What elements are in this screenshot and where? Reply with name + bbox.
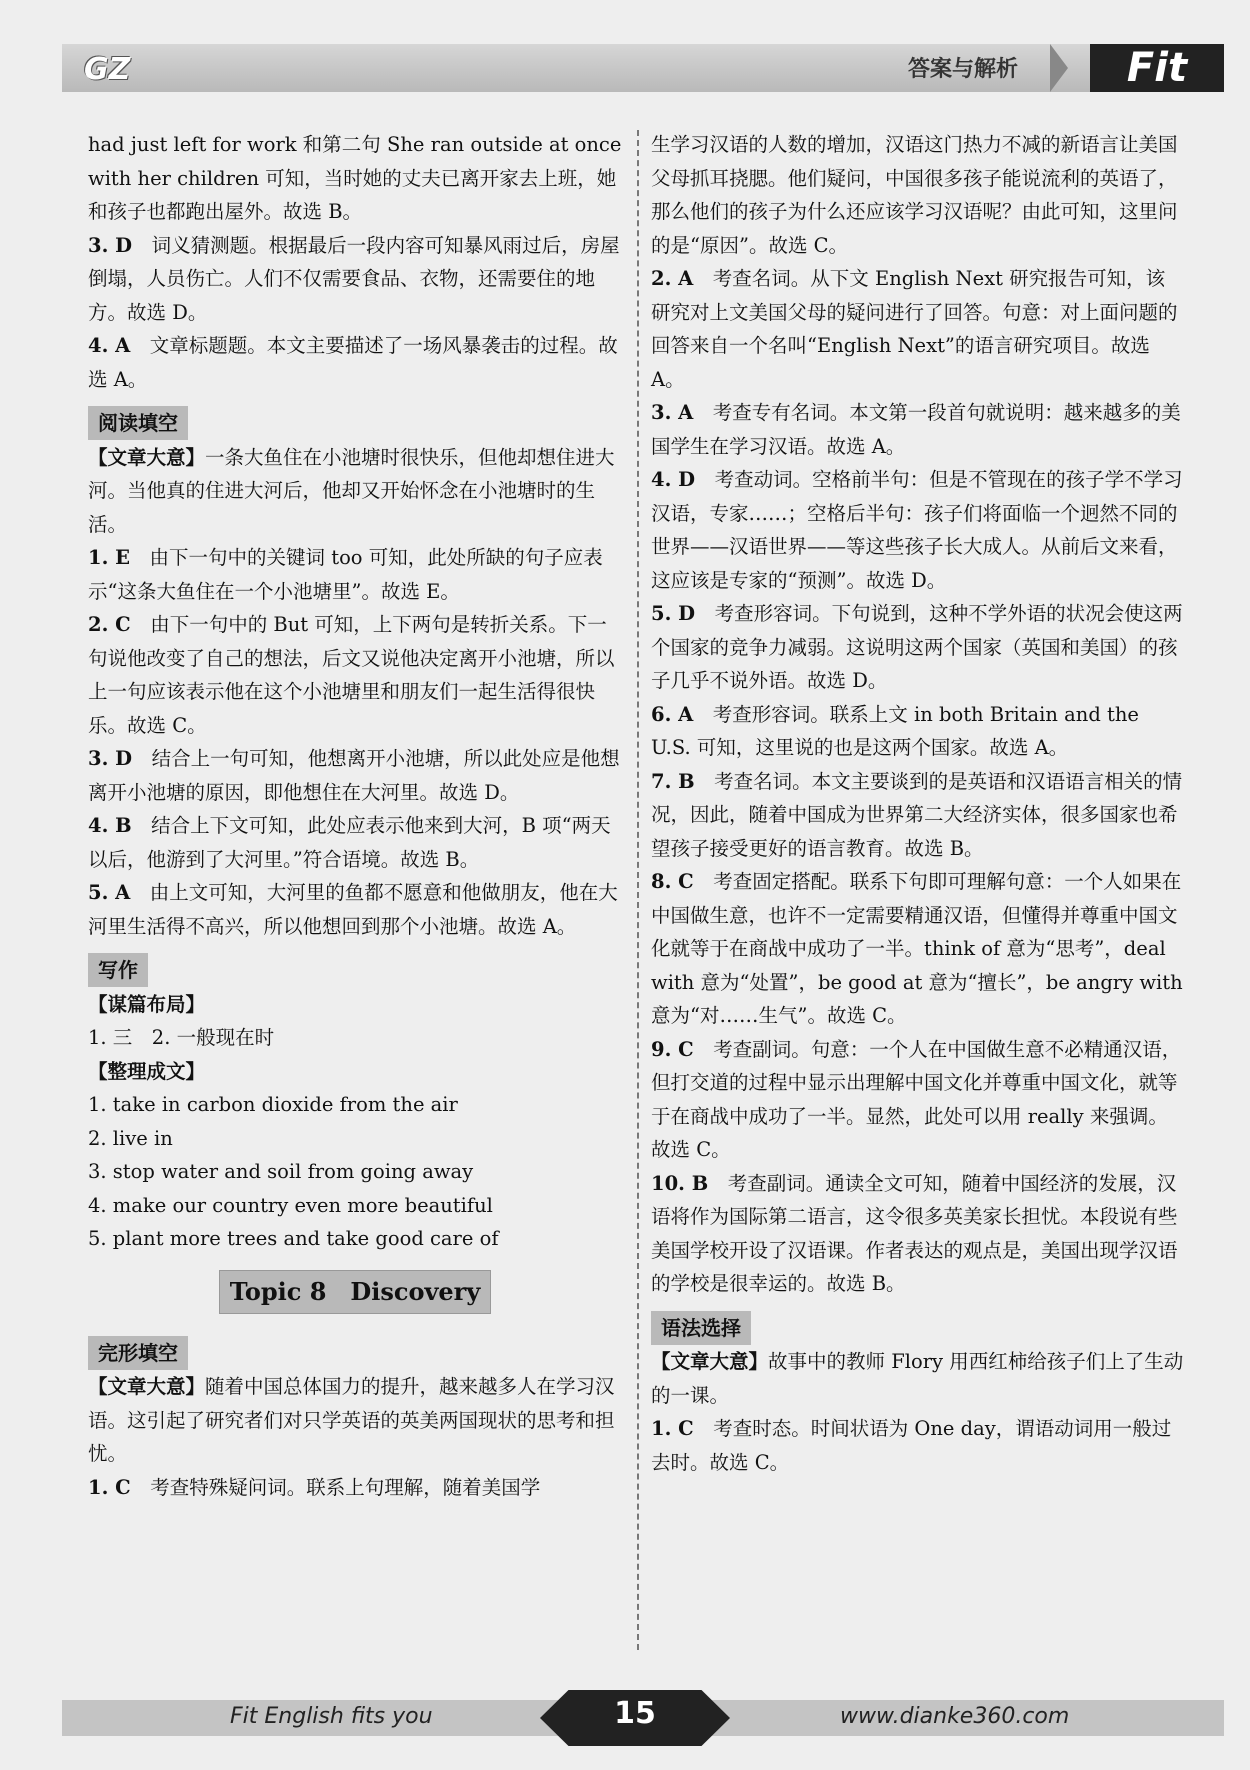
list-item: 5. plant more trees and take good care of	[88, 1227, 499, 1250]
section-heading-grammar: 语法选择	[651, 1311, 751, 1345]
left-column	[88, 128, 622, 1504]
list-item: 1. take in carbon dioxide from the air	[88, 1093, 458, 1116]
answer-item: 5. A 由上文可知，大河里的鱼都不愿意和他做朋友，他在大河里生活得不高兴，所以他想回到那个小池塘。故选 A。	[88, 881, 618, 938]
answer-item: 4. D 考查动词。空格前半句：但是不管现在的孩子学不学习汉语，专家……；空格后半句：孩子们将面临一个迥然不同的世界——汉语世界——等这些孩子长大成人。从前后文来看，这应该是专家的“预测”。故选 D。	[651, 468, 1183, 592]
answer-item: 4. A 文章标题题。本文主要描述了一场风暴袭击的过程。故选 A。	[88, 334, 618, 391]
answer-item: 9. C 考查副词。句意：一个人在中国做生意不必精通汉语，但打交道的过程中显示出理解中国文化并尊重中国文化，就等于在商战中成功了一半。显然，此处可以用 really 来强调。故选 C。	[651, 1037, 1182, 1161]
column-divider	[637, 130, 639, 1650]
answer-item: 3. D 结合上一句可知，他想离开小池塘，所以此处应是他想离开小池塘的原因，即他想住在大河里。故选 D。	[88, 747, 620, 804]
section-heading-writing: 写作	[88, 953, 148, 987]
right-column	[651, 128, 1184, 1479]
list-item: 3. stop water and soil from going away	[88, 1160, 474, 1183]
answer-item: 生学习汉语的人数的增加，汉语这门热力不减的新语言让美国父母抓耳挠腮。他们疑问，中国很多孩子能说流利的英语了，那么他们的孩子为什么还应该学习汉语呢？由此可知，这里问的是“原因”。故选 C。	[651, 133, 1178, 257]
list-item: 4. make our country even more beautiful	[88, 1193, 493, 1217]
footer-slogan: Fit English fits you	[230, 1704, 433, 1729]
answer-item: 2. A 考查名词。从下文 English Next 研究报告可知，该研究对上文美国父母的疑问进行了回答。句意：对上面问题的回答来自一个名叫“English Next”的语言研究项目。故选 A。	[651, 267, 1178, 391]
fit-logo: Fit	[1090, 44, 1224, 92]
gz-logo: GZ	[84, 52, 131, 87]
summary: 【文章大意】一条大鱼住在小池塘时很快乐，但他却想住进大河。当他真的住进大河后，他却又开始怀念在小池塘时的生活。	[88, 445, 615, 536]
summary: 【文章大意】故事中的教师 Flory 用西红柿给孩子们上了生动的一课。	[651, 1350, 1184, 1407]
answer-item: 5. D 考查形容词。下句说到，这种不学外语的状况会使这两个国家的竞争力减弱。这说明这两个国家（英国和美国）的孩子几乎不说外语。故选 D。	[651, 602, 1183, 692]
plan-label: 【谋篇布局】	[88, 992, 206, 1016]
answer-item: 6. A 考查形容词。联系上文 in both Britain and the U.S. 可知，这里说的也是这两个国家。故选 A。	[651, 702, 1139, 759]
arrange-label: 【整理成文】	[88, 1059, 206, 1083]
page-number: 15	[614, 1696, 656, 1731]
section-heading-cloze: 完形填空	[88, 1336, 188, 1370]
section-heading-reading: 阅读填空	[88, 406, 188, 440]
answer-item: 8. C 考查固定搭配。联系下句即可理解句意：一个人如果在中国做生意，也许不一定需要精通汉语，但懂得并尊重中国文化就等于在商战中成功了一半。think of 意为“思考”，deal with 意为“处置”，be good at 意为“擅长”，be angry with 意为“对……生气”。故选 C。	[651, 870, 1183, 1027]
answer-item: 1. C 考查时态。时间状语为 One day，谓语动词用一般过去时。故选 C。	[651, 1417, 1172, 1474]
header-arrow-icon	[1050, 44, 1068, 92]
answer-item: 7. B 考查名词。本文主要谈到的是英语和汉语语言相关的情况，因此，随着中国成为世界第二大经济实体，很多国家也希望孩子接受更好的语言教育。故选 B。	[651, 769, 1183, 860]
answer-item: 10. B 考查副词。通读全文可知，随着中国经济的发展，汉语将作为国际第二语言，这令很多英美家长担忧。本段说有些美国学校开设了汉语课。作者表达的观点是，美国出现学汉语的学校是很幸运的。故选 B。	[651, 1171, 1178, 1295]
plan-text: 1. 三 2. 一般现在时	[88, 1026, 275, 1049]
answer-item: 2. C 由下一句中的 But 可知，上下两句是转折关系。下一句说他改变了自己的想法，后文又说他决定离开小池塘，所以上一句应该表示他在这个小池塘里和朋友们一起生活得很快乐。故选 C。	[88, 613, 615, 737]
answer-item: 3. A 考查专有名词。本文第一段首句就说明：越来越多的美国学生在学习汉语。故选 A。	[651, 401, 1181, 458]
footer-url: www.dianke360.com	[840, 1704, 1070, 1729]
answer-item: 1. C 考查特殊疑问词。联系上句理解，随着美国学	[88, 1475, 541, 1499]
answer-item: 1. E 由下一句中的关键词 too 可知，此处所缺的句子应表示“这条大鱼住在一个小池塘里”。故选 E。	[88, 546, 603, 603]
answer-item: 4. B 结合上下文可知，此处应表示他来到大河，B 项“两天以后，他游到了大河里。”符合语境。故选 B。	[88, 814, 611, 871]
answer-item: 3. D 词义猜测题。根据最后一段内容可知暴风雨过后，房屋倒塌，人员伤亡。人们不仅需要食品、衣物，还需要住的地方。故选 D。	[88, 233, 620, 324]
summary: 【文章大意】随着中国总体国力的提升，越来越多人在学习汉语。这引起了研究者们对只学英语的英美两国现状的思考和担忧。	[88, 1375, 615, 1465]
list-item: 2. live in	[88, 1126, 173, 1150]
topic-heading: Topic 8 Discovery	[219, 1270, 491, 1314]
header-title: 答案与解析	[908, 57, 1019, 82]
answer-item: had just left for work 和第二句 She ran outside at once with her children 可知，当时她的丈夫已离开家去上班，她和孩子也都跑出屋外。故选 B。	[88, 133, 622, 223]
